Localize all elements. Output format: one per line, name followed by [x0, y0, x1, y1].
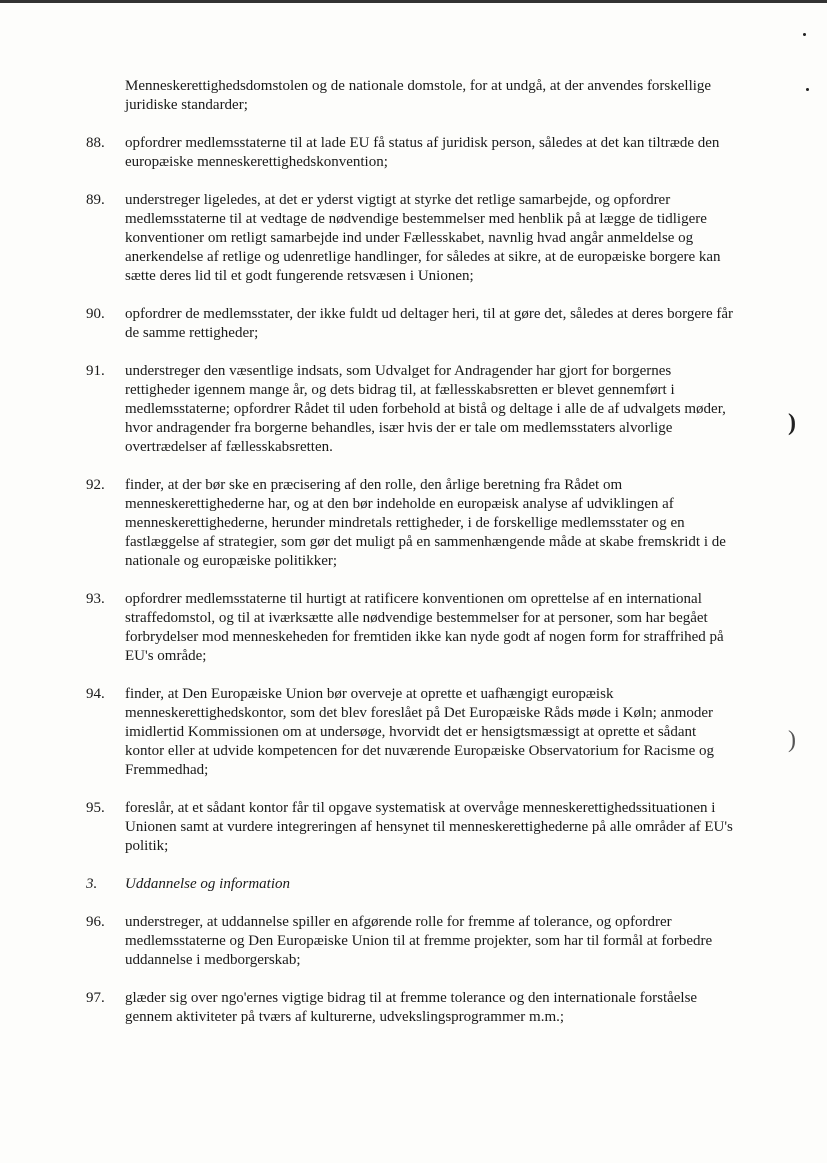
paragraph-text: understreger, at uddannelse spiller en afgørende rolle for fremme af tolerance, og opfordrer medlemsstaterne og Den Europæiske Union til at fremme projekter, som har til formål at forbedre uddannelse i medborgerskab;	[125, 914, 713, 968]
paragraph-number: 92.	[86, 477, 105, 493]
top-scan-border	[0, 0, 827, 3]
scan-speck	[803, 33, 806, 36]
paragraph-96	[86, 913, 736, 970]
paragraph-text: opfordrer de medlemsstater, der ikke fuldt ud deltager heri, til at gøre det, således at deres borgere får de samme rettigheder;	[125, 306, 734, 341]
paragraph-text: understreger ligeledes, at det er yderst vigtigt at styrke det retlige samarbejde, og opfordrer medlemsstaterne til at vedtage de nødvendige bestemmelser med henblik på at lægge de tidligere konventioner om retligt samarbejde ind under Fællesskabet, navnlig hvad angår anmeldelse og anerkendelse af retlige og udenretlige handlinger, for således at sikre, at de europæiske borgere kan sætte deres lid til et godt fungerende retsvæsen i Unionen;	[125, 192, 721, 284]
paragraph-number: 90.	[86, 306, 105, 322]
paragraph-text: understreger den væsentlige indsats, som Udvalget for Andragender har gjort for borgernes rettigheder igennem mange år, og dets bidrag til, at fællesskabsretten er blevet gennemført i medlemsstaterne; opfordrer Rådet til uden forbehold at bistå og deltage i alle de af udvalgets møder, hvor andragender fra borgerne behandles, især hvis der er tale om medlemsstaters alvorlige overtrædelser af fællesskabsretten.	[125, 363, 726, 455]
paragraph-89	[86, 191, 736, 286]
paragraph-97	[86, 989, 736, 1027]
paragraph-number: 89.	[86, 192, 105, 208]
binder-hole-mark: )	[788, 727, 796, 753]
paragraph-text: opfordrer medlemsstaterne til at lade EU få status af juridisk person, således at det kan tiltræde den europæiske menneskerettighedskonvention;	[125, 135, 720, 170]
paragraph-number: 96.	[86, 914, 105, 930]
paragraph-number: 91.	[86, 363, 105, 379]
paragraph-text: glæder sig over ngo'ernes vigtige bidrag til at fremme tolerance og den internationale forståelse gennem aktiviteter på tværs af kulturerne, udvekslingsprogrammer m.m.;	[125, 990, 698, 1025]
paragraph-90	[86, 305, 736, 343]
paragraph-text: foreslår, at et sådant kontor får til opgave systematisk at overvåge menneskerettighedssituationen i Unionen samt at vurdere integreringen af hensynet til menneskerettighederne på alle områder af EU's politik;	[125, 800, 733, 854]
scan-speck	[806, 88, 809, 91]
paragraph-93	[86, 590, 736, 666]
binder-hole-mark: )	[788, 410, 796, 436]
section-heading	[86, 875, 736, 894]
paragraph-number: 95.	[86, 800, 105, 816]
paragraph-95	[86, 799, 736, 856]
paragraph-number: 94.	[86, 686, 105, 702]
paragraph-number: 97.	[86, 990, 105, 1006]
paragraph-number: 88.	[86, 135, 105, 151]
section-title: Uddannelse og information	[125, 876, 290, 892]
document-page	[86, 77, 736, 1046]
paragraph-text: opfordrer medlemsstaterne til hurtigt at ratificere konventionen om oprettelse af en international straffedomstol, og til at iværksætte alle nødvendige bestemmelser for at personer, som har begået forbrydelser mod menneskeheden for fremtiden ikke kan nyde godt af nogen form for straffrihed på EU's område;	[125, 591, 724, 664]
paragraph-92	[86, 476, 736, 571]
paragraph-text: finder, at Den Europæiske Union bør overveje at oprette et uafhængigt europæisk menneskerettighedskontor, som det blev foreslået på Det Europæiske Råds møde i Køln; anmoder imidlertid Kommissionen om at undersøge, hvorvidt det er hensigtsmæssigt at oprette et sådant kontor eller at udvide kompetencen for det nuværende Europæiske Observatorium for Racisme og Fremmedhad;	[125, 686, 714, 778]
paragraph-number: 93.	[86, 591, 105, 607]
continuation-text: Menneskerettighedsdomstolen og de nationale domstole, for at undgå, at der anvendes forskellige juridiske standarder;	[125, 78, 712, 113]
paragraph-94	[86, 685, 736, 780]
paragraph-91	[86, 362, 736, 457]
section-number: 3.	[86, 876, 98, 892]
paragraph-88	[86, 134, 736, 172]
paragraph-text: finder, at der bør ske en præcisering af den rolle, den årlige beretning fra Rådet om menneskerettighederne har, og at den bør indeholde en europæisk analyse af udviklingen af menneskerettighederne, herunder mindretals rettigheder, i de forskellige medlemsstater og en fastlæggelse af strategier, som gør det muligt på en sammenhængende måde at skabe fremskridt i de nationale og europæiske politikker;	[125, 477, 726, 569]
